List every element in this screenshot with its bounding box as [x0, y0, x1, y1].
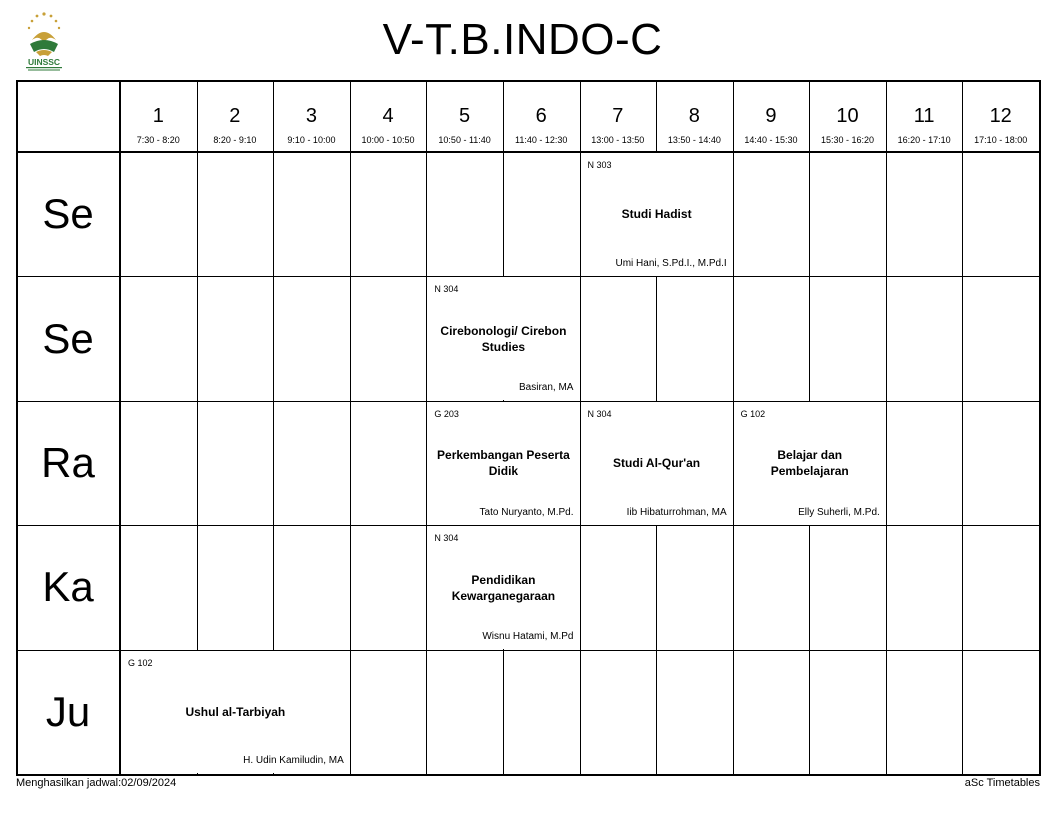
grid-vline: [962, 82, 963, 774]
period-time: 13:50 - 14:40: [667, 135, 721, 145]
lesson-card[interactable]: [427, 277, 579, 400]
day-label: Se: [42, 190, 94, 238]
lesson-subject: Perkembangan Peserta Didik: [437, 448, 570, 479]
period-number: 1: [152, 105, 164, 127]
lesson-teacher: H. Udin Kamiludin, MA: [243, 755, 344, 767]
lesson-subject: Pendidikan Kewarganegaraan: [451, 572, 556, 603]
lesson-subject: Studi Al-Qur'an: [613, 456, 701, 471]
period-time: 14:40 - 15:30: [744, 135, 798, 145]
period-time: 17:10 - 18:00: [974, 135, 1028, 145]
period-number: 8: [688, 105, 700, 127]
period-time: 10:00 - 10:50: [361, 135, 415, 145]
period-time: 7:30 - 8:20: [136, 135, 180, 145]
lesson-room: G 102: [740, 408, 766, 419]
lesson-teacher: Umi Hani, S.Pd.I., M.Pd.I: [615, 257, 727, 269]
app-credit: aSc Timetables: [964, 777, 1040, 789]
period-header: [656, 82, 733, 152]
period-number: 11: [913, 105, 935, 127]
period-number: 10: [836, 105, 859, 127]
period-header: [886, 82, 963, 152]
lesson-teacher: Wisnu Hatami, M.Pd: [482, 631, 574, 643]
day-label: Ju: [45, 687, 91, 735]
lesson-card[interactable]: [581, 153, 733, 276]
period-header: [120, 82, 197, 152]
period-number: 5: [459, 105, 471, 127]
grid-vline: [350, 82, 351, 774]
lesson-teacher: Basiran, MA: [519, 382, 574, 394]
lesson-card[interactable]: [121, 651, 350, 774]
day-label: Ka: [42, 563, 94, 611]
day-label: Se: [42, 314, 94, 362]
period-header: [197, 82, 274, 152]
period-number: 3: [305, 105, 317, 127]
period-header: [580, 82, 657, 152]
lesson-room: G 203: [434, 408, 459, 419]
svg-text:UINSSC: UINSSC: [27, 57, 61, 67]
period-time: 11:40 - 12:30: [515, 135, 568, 145]
lesson-card[interactable]: [427, 402, 579, 525]
period-time: 9:10 - 10:00: [287, 135, 336, 145]
lesson-subject: Ushul al-Tarbiyah: [185, 705, 286, 720]
period-number: 12: [989, 105, 1012, 127]
period-time: 8:20 - 9:10: [213, 135, 257, 145]
lesson-card[interactable]: [734, 402, 886, 525]
period-number: 7: [612, 105, 624, 127]
timetable-grid: [16, 80, 1041, 776]
period-header: [733, 82, 810, 152]
period-time: 15:30 - 16:20: [821, 135, 875, 145]
period-header: [426, 82, 503, 152]
generated-date: Menghasilkan jadwal:02/09/2024: [16, 777, 177, 789]
lesson-room: N 304: [587, 408, 612, 419]
period-number: 9: [765, 105, 777, 127]
period-number: 2: [229, 105, 241, 127]
lesson-subject: Studi Hadist: [621, 207, 692, 222]
period-header: [809, 82, 886, 152]
lesson-room: N 304: [434, 284, 459, 295]
lesson-teacher: Elly Suherli, M.Pd.: [798, 506, 880, 518]
lesson-teacher: Tato Nuryanto, M.Pd.: [479, 506, 574, 518]
period-header: [350, 82, 427, 152]
lesson-room: N 304: [434, 533, 459, 544]
page-title: V-T.B.INDO-C: [382, 15, 663, 64]
lesson-teacher: Iib Hibaturrohman, MA: [626, 506, 727, 518]
period-time: 10:50 - 11:40: [438, 135, 491, 145]
period-header: [273, 82, 350, 152]
lesson-subject: Cirebonologi/ Cirebon Studies: [440, 323, 567, 354]
period-time: 13:00 - 13:50: [591, 135, 645, 145]
period-number: 6: [535, 105, 547, 127]
period-number: 4: [382, 105, 394, 127]
period-header: [962, 82, 1039, 152]
period-header: [503, 82, 580, 152]
grid-vline: [886, 82, 887, 774]
lesson-card[interactable]: [427, 526, 579, 649]
lesson-subject: Belajar dan Pembelajaran: [770, 448, 849, 479]
lesson-room: N 303: [587, 160, 612, 170]
period-time: 16:20 - 17:10: [897, 135, 951, 145]
lesson-room: G 102: [128, 657, 153, 668]
lesson-card[interactable]: [581, 402, 733, 525]
day-label: Ra: [41, 438, 95, 486]
